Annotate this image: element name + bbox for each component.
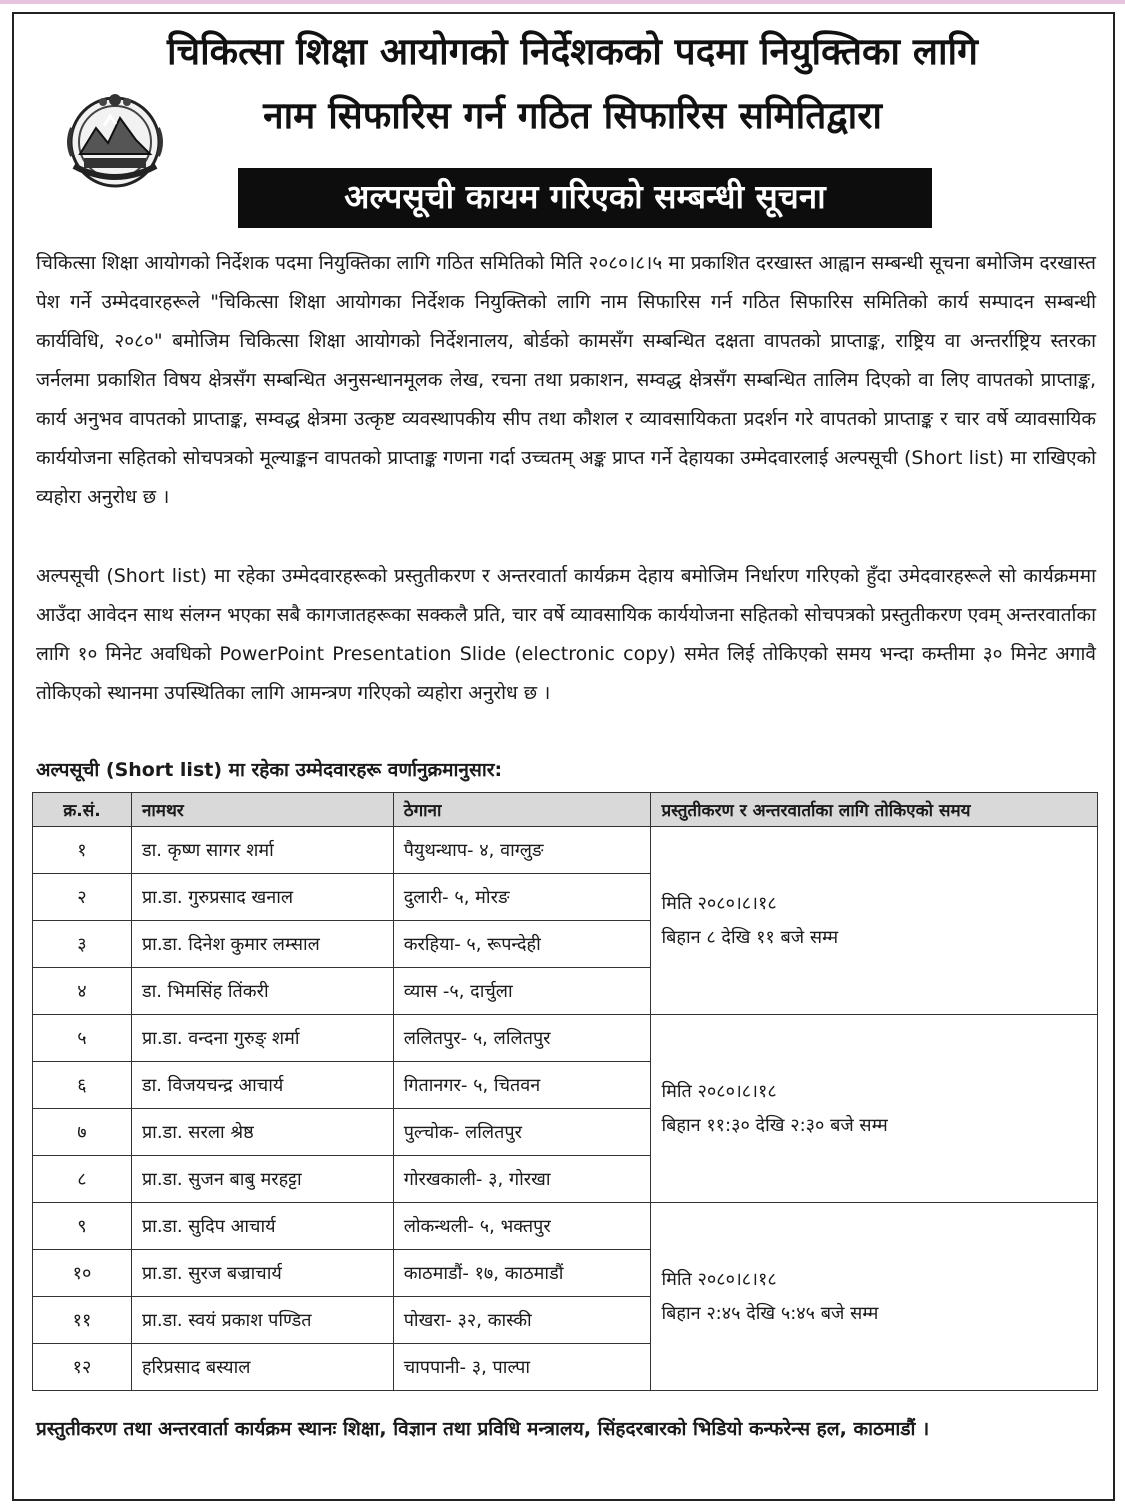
schedule-cell-group2: [651, 1015, 1098, 1203]
table-row: [33, 1203, 1098, 1250]
schedule-time: बिहान ८ देखि ११ बजे सम्म: [661, 926, 839, 948]
venue-note: प्रस्तुतीकरण तथा अन्तरवार्ता कार्यक्रम स्थानः शिक्षा, विज्ञान तथा प्रविधि मन्त्रालय, सिंहदरबारको भिडियो कन्फरेन्स हल, काठमाडौं ।: [36, 1418, 930, 1440]
row-serial: ५: [33, 1015, 132, 1062]
row-address: लोकन्थली- ५, भक्तपुर: [393, 1203, 651, 1250]
table-header-row: [33, 793, 1098, 827]
column-header-schedule: प्रस्तुतीकरण र अन्तरवार्ताका लागि तोकिएको समय: [651, 793, 1098, 827]
row-serial: १: [33, 827, 132, 874]
column-header-address: ठेगाना: [393, 793, 651, 827]
shortlist-table: [32, 792, 1098, 1391]
row-name: प्रा.डा. सुजन बाबु मरहट्टा: [131, 1156, 393, 1203]
row-name: डा. विजयचन्द्र आचार्य: [131, 1062, 393, 1109]
row-address: दुलारी- ५, मोरङ: [393, 874, 651, 921]
row-address: पुल्चोक- ललितपुर: [393, 1109, 651, 1156]
row-serial: १०: [33, 1250, 132, 1297]
row-name: प्रा.डा. सरला श्रेष्ठ: [131, 1109, 393, 1156]
row-serial: ६: [33, 1062, 132, 1109]
row-address: ललितपुर- ५, ललितपुर: [393, 1015, 651, 1062]
top-edge-strip: [0, 0, 1125, 4]
row-address: चापपानी- ३, पाल्पा: [393, 1344, 651, 1391]
shortlist-heading: अल्पसूची (Short list) मा रहेका उम्मेदवारहरू वर्णानुक्रमानुसार:: [36, 759, 503, 781]
row-name: प्रा.डा. स्वयं प्रकाश पण्डित: [131, 1297, 393, 1344]
schedule-date: मिति २०८०।८।१८: [661, 892, 777, 914]
row-serial: ४: [33, 968, 132, 1015]
page-title-line2: नाम सिफारिस गर्न गठित सिफारिस समितिद्वारा: [263, 94, 882, 137]
notice-banner: अल्पसूची कायम गरिएको सम्बन्धी सूचना: [238, 168, 932, 228]
row-address: पैयुथन्थाप- ४, वाग्लुङ: [393, 827, 651, 874]
schedule-time: बिहान ११:३० देखि २:३० बजे सम्म: [661, 1114, 888, 1136]
schedule-date: मिति २०८०।८।१८: [661, 1268, 777, 1290]
row-name: प्रा.डा. दिनेश कुमार लम्साल: [131, 921, 393, 968]
row-address: पोखरा- ३२, कास्की: [393, 1297, 651, 1344]
column-header-name: नामथर: [131, 793, 393, 827]
row-name: प्रा.डा. सुरज बज्राचार्य: [131, 1250, 393, 1297]
row-serial: ८: [33, 1156, 132, 1203]
page-title-line1: चिकित्सा शिक्षा आयोगको निर्देशकको पदमा नियुक्तिका लागि: [167, 30, 978, 73]
row-serial: ३: [33, 921, 132, 968]
row-address: करहिया- ५, रूपन्देही: [393, 921, 651, 968]
row-name: प्रा.डा. सुदिप आचार्य: [131, 1203, 393, 1250]
row-serial: ११: [33, 1297, 132, 1344]
row-name: प्रा.डा. गुरुप्रसाद खनाल: [131, 874, 393, 921]
schedule-date: मिति २०८०।८।१८: [661, 1080, 777, 1102]
row-name: डा. भिमसिंह तिंकरी: [131, 968, 393, 1015]
column-header-serial: क्र.सं.: [33, 793, 132, 827]
table-row: [33, 827, 1098, 874]
row-name: हरिप्रसाद बस्याल: [131, 1344, 393, 1391]
row-name: डा. कृष्ण सागर शर्मा: [131, 827, 393, 874]
schedule-time: बिहान २:४५ देखि ५:४५ बजे सम्म: [661, 1302, 879, 1324]
row-address: गोरखकाली- ३, गोरखा: [393, 1156, 651, 1203]
row-address: काठमाडौं- १७, काठमाडौं: [393, 1250, 651, 1297]
instruction-paragraph: अल्पसूची (Short list) मा रहेका उम्मेदवारहरूको प्रस्तुतीकरण र अन्तरवार्ता कार्यक्रम देहाय बमोजिम निर्धारण गरिएको हुँदा उमेदवारहरूले सो कार्यक्रममा आउँदा आवेदन साथ संलग्न भएका सबै कागजातहरूका सक्कलै प्रति, चार वर्षे व्यावसायिक कार्ययोजना सहितको सोचपत्रको प्रस्तुतीकरण एवम् अन्तरवार्ताका लागि १० मिनेट अवधिको PowerPoint Presentation Slide (electronic copy) समेत लिई तोकिएको समय भन्दा कम्तीमा ३० मिनेट अगावै तोकिएको स्थानमा उपस्थितिका लागि आमन्त्रण गरिएको व्यहोरा अनुरोध छ ।: [36, 565, 1096, 704]
row-address: व्यास -५, दार्चुला: [393, 968, 651, 1015]
intro-paragraph: चिकित्सा शिक्षा आयोगको निर्देशक पदमा नियुक्तिका लागि गठित समितिको मिति २०८०।८।५ मा प्रकाशित दरखास्त आह्वान सम्बन्धी सूचना बमोजिम दरखास्त पेश गर्ने उम्मेदवारहरूले "चिकित्सा शिक्षा आयोगका निर्देशक नियुक्तिको लागि नाम सिफारिस गर्न गठित सिफारिस समितिको कार्य सम्पादन सम्बन्धी कार्यविधि, २०८०" बमोजिम चिकित्सा शिक्षा आयोगको निर्देशनालय, बोर्डको कामसँग सम्बन्धित दक्षता वापतको प्राप्ताङ्क, राष्ट्रिय वा अन्तर्राष्ट्रिय स्तरका जर्नलमा प्रकाशित विषय क्षेत्रसँग सम्बन्धित अनुसन्धानमूलक लेख, रचना तथा प्रकाशन, सम्वद्ध क्षेत्रसँग सम्बन्धित तालिम दिएको वा लिए वापतको प्राप्ताङ्क, कार्य अनुभव वापतको प्राप्ताङ्क, सम्वद्ध क्षेत्रमा उत्कृष्ट व्यवस्थापकीय सीप तथा कौशल र व्यावसायिकता प्रदर्शन गरे वापतको प्राप्ताङ्क र चार वर्षे व्यावसायिक कार्ययोजना सहितको सोचपत्रको मूल्याङ्कन वापतको प्राप्ताङ्क गणना गर्दा उच्चतम् अङ्क प्राप्त गर्ने देहायका उम्मेदवारलाई अल्पसूची (Short list) मा राखिएको व्यहोरा अनुरोध छ ।: [36, 252, 1096, 508]
row-serial: १२: [33, 1344, 132, 1391]
row-address: गितानगर- ५, चितवन: [393, 1062, 651, 1109]
table-row: [33, 1015, 1098, 1062]
row-serial: ७: [33, 1109, 132, 1156]
row-name: प्रा.डा. वन्दना गुरुङ् शर्मा: [131, 1015, 393, 1062]
row-serial: ९: [33, 1203, 132, 1250]
schedule-cell-group1: [651, 827, 1098, 1015]
schedule-cell-group3: [651, 1203, 1098, 1391]
row-serial: २: [33, 874, 132, 921]
